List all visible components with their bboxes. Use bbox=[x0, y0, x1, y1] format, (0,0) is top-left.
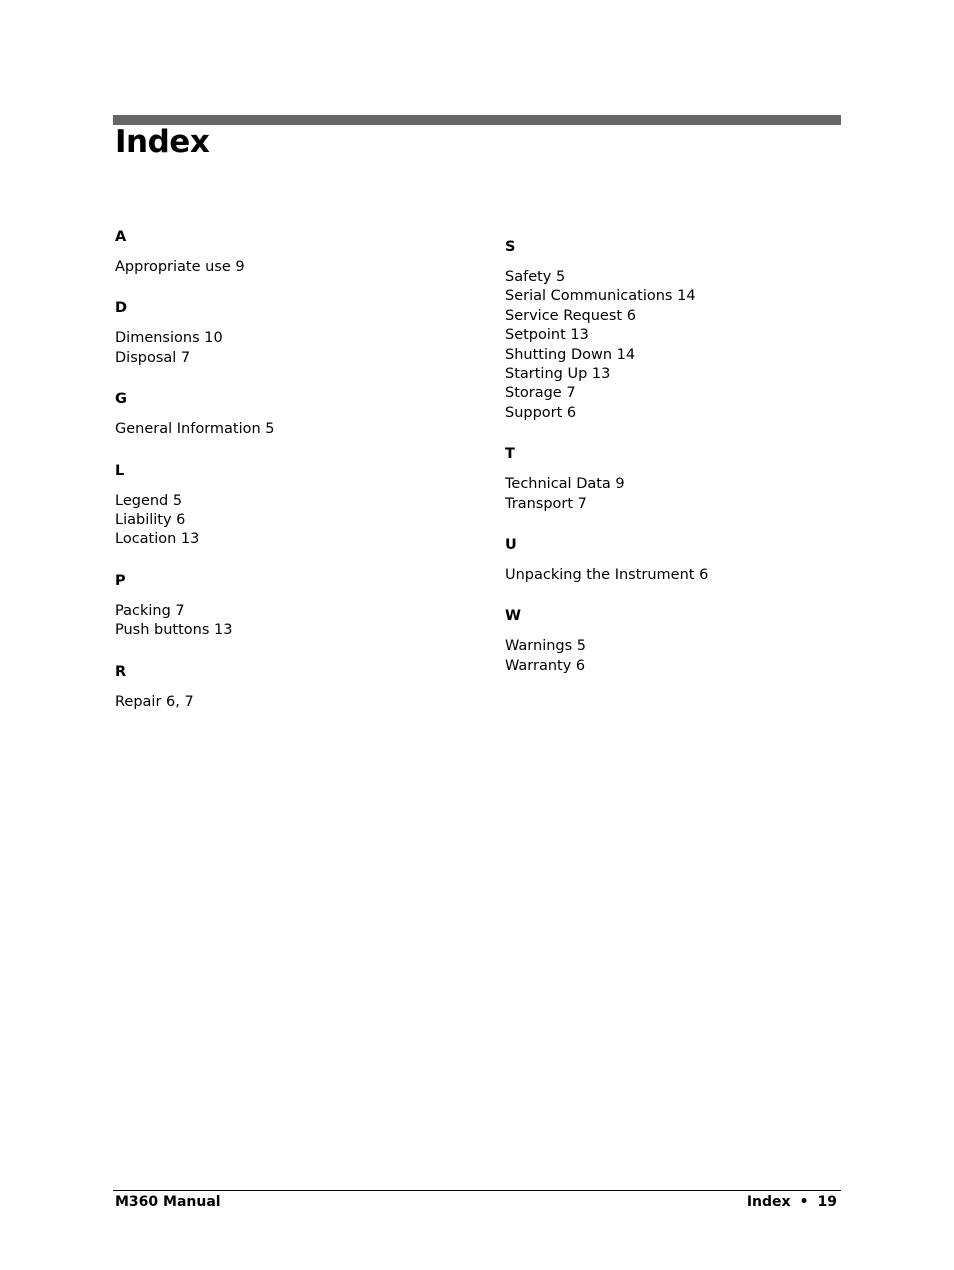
index-letter-section bbox=[115, 663, 475, 712]
index-letter-heading: U bbox=[505, 536, 517, 553]
footer-page-number: 19 bbox=[817, 1194, 837, 1210]
footer-manual-name: M360 Manual bbox=[115, 1194, 221, 1210]
index-entry: Warranty 6 bbox=[505, 657, 586, 674]
index-entry: Warnings 5 bbox=[505, 638, 587, 655]
index-entry: Shutting Down 14 bbox=[505, 346, 636, 363]
title-rule bbox=[113, 115, 841, 125]
index-letter-heading: R bbox=[115, 663, 127, 680]
index-letter-heading: W bbox=[505, 608, 521, 625]
index-letter-section bbox=[115, 390, 475, 439]
index-entry: Serial Communications 14 bbox=[505, 288, 696, 305]
index-letter-section bbox=[505, 238, 865, 423]
index-entry: Unpacking the Instrument 6 bbox=[505, 566, 709, 583]
index-entry: Safety 5 bbox=[505, 269, 566, 285]
footer-section: Index bbox=[746, 1194, 791, 1210]
index-letter-heading: S bbox=[505, 239, 516, 255]
index-letter-section bbox=[115, 572, 475, 641]
index-column-left bbox=[115, 228, 475, 734]
index-entry: Service Request 6 bbox=[505, 307, 636, 324]
index-entry: Push buttons 13 bbox=[115, 622, 233, 639]
page-title: Index bbox=[115, 124, 210, 160]
index-letter-section bbox=[115, 462, 475, 550]
index-letter-section bbox=[115, 228, 475, 277]
index-entry: Starting Up 13 bbox=[505, 365, 611, 382]
index-entry: Technical Data 9 bbox=[505, 476, 625, 493]
footer-rule bbox=[113, 1190, 841, 1191]
index-letter-heading: G bbox=[115, 391, 127, 408]
index-letter-section bbox=[115, 299, 475, 368]
index-column-right bbox=[505, 238, 865, 698]
index-entry: Support 6 bbox=[505, 404, 577, 421]
index-letter-section bbox=[505, 445, 865, 514]
index-entry: Legend 5 bbox=[115, 492, 183, 509]
index-letter-heading: D bbox=[115, 300, 128, 317]
index-entry: Transport 7 bbox=[505, 495, 587, 512]
index-letter-section bbox=[505, 536, 865, 585]
index-letter-heading: T bbox=[505, 446, 515, 463]
index-entry: Dimensions 10 bbox=[115, 330, 223, 347]
index-entry: Appropriate use 9 bbox=[115, 259, 245, 275]
index-entry: Location 13 bbox=[115, 531, 200, 548]
index-entry: Disposal 7 bbox=[115, 349, 191, 366]
footer-page-info bbox=[747, 1194, 837, 1210]
index-entry: Liability 6 bbox=[115, 511, 186, 528]
index-letter-heading: P bbox=[115, 572, 126, 589]
index-entry: Setpoint 13 bbox=[505, 327, 589, 344]
index-entry: Repair 6, 7 bbox=[115, 693, 194, 710]
index-letter-section bbox=[505, 607, 865, 676]
index-entry: Storage 7 bbox=[505, 385, 576, 402]
index-letter-heading: A bbox=[115, 229, 127, 245]
index-entry: Packing 7 bbox=[115, 602, 185, 619]
footer-bullet: • bbox=[799, 1194, 809, 1210]
index-entry: General Information 5 bbox=[115, 421, 275, 438]
index-letter-heading: L bbox=[115, 462, 125, 479]
